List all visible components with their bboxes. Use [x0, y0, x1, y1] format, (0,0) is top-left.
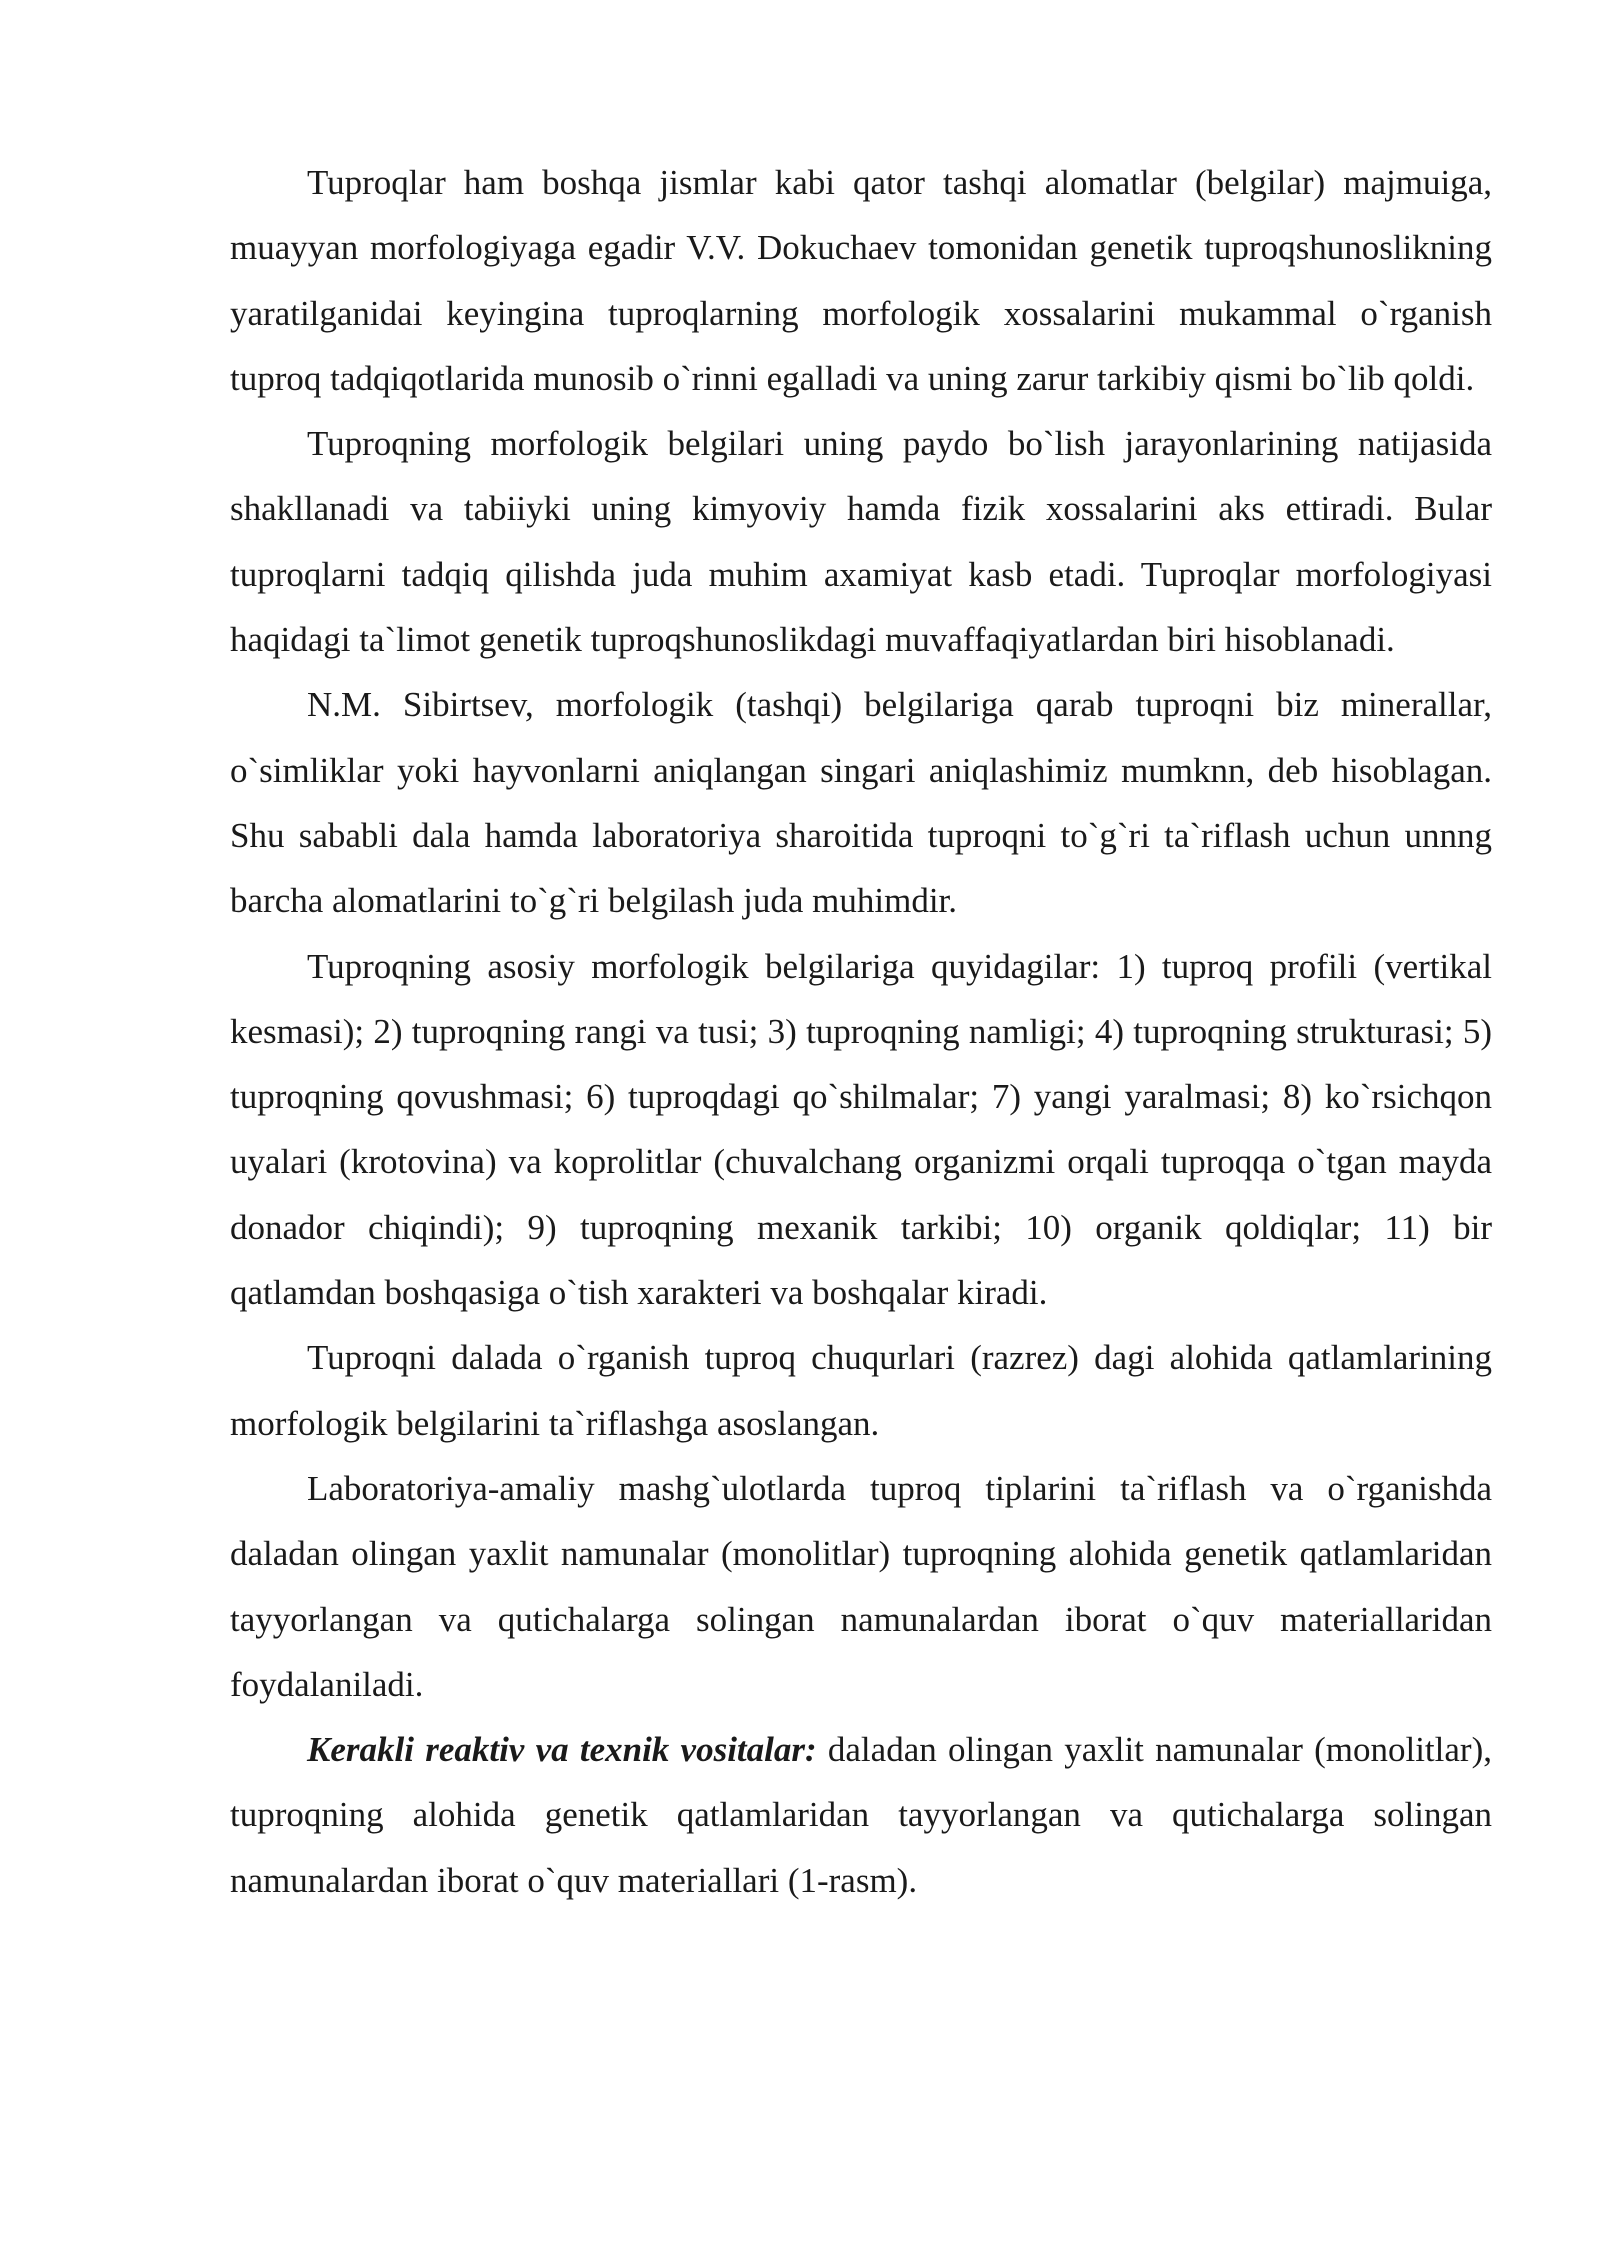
paragraph-morphology-intro: Tuproqlar ham boshqa jismlar kabi qator tashqi alomatlar (belgilar) majmuiga, muayyan morfologiyaga egadir V.V. Dokuchaev tomonidan genetik tuproqshunoslikning yaratilganidai keyingina tuproqlarning morfologik xossalarini mukammal o`rganish tuproq tadqiqotlarida munosib o`rinni egalladi va uning zarur tarkibiy qismi bo`lib qoldi.	[230, 163, 1492, 398]
paragraph-required-materials	[230, 1717, 1492, 1913]
materials-text: daladan olingan yaxlit namunalar (monolitlar), tuproqning alohida genetik qatlamlaridan tayyorlangan va qutichalarga solingan namunalardan iborat o`quv materiallari (1-rasm).	[230, 1730, 1492, 1900]
paragraph-lab-practice: Laboratoriya-amaliy mashg`ulotlarda tuproq tiplarini ta`riflash va o`rganishda daladan olingan yaxlit namunalar (monolitlar) tuproqning alohida genetik qatlamlaridan tayyorlangan va qutichalarga solingan namunalardan iborat o`quv materiallaridan foydalaniladi.	[230, 1468, 1492, 1704]
document-page	[230, 150, 1492, 1913]
paragraph-sibirtsev: N.M. Sibirtsev, morfologik (tashqi) belgilariga qarab tuproqni biz minerallar, o`simliklar yoki hayvonlarni aniqlangan singari aniqlashimiz mumknn, deb hisoblagan. Shu sababli dala hamda laboratoriya sharoitida tuproqni to`g`ri ta`riflash uchun unnng barcha alomatlarini to`g`ri belgilash juda muhimdir.	[230, 685, 1492, 921]
paragraph-field-study: Tuproqni dalada o`rganish tuproq chuqurlari (razrez) dagi alohida qatlamlarining morfologik belgilarini ta`riflashga asoslangan.	[230, 1338, 1492, 1443]
materials-heading: Kerakli reaktiv va texnik vositalar:	[307, 1730, 817, 1770]
paragraph-main-features-list: Tuproqning asosiy morfologik belgilariga quyidagilar: 1) tuproq profili (vertikal kesmasi); 2) tuproqning rangi va tusi; 3) tuproqning namligi; 4) tuproqning strukturasi; 5) tuproqning qovushmasi; 6) tuproqdagi qo`shilmalar; 7) yangi yaralmasi; 8) ko`rsichqon uyalari (krotovina) va koprolitlar (chuvalchang organizmi orqali tuproqqa o`tgan mayda donador chiqindi); 9) tuproqning mexanik tarkibi; 10) organik qoldiqlar; 11) bir qatlamdan boshqasiga o`tish xarakteri va boshqalar kiradi.	[230, 946, 1492, 1313]
paragraph-morphological-features: Tuproqning morfologik belgilari uning paydo bo`lish jarayonlarining natijasida shakllanadi va tabiiyki uning kimyoviy hamda fizik xossalarini aks ettiradi. Bular tuproqlarni tadqiq qilishda juda muhim axamiyat kasb etadi. Tuproqlar morfologiyasi haqidagi ta`limot genetik tuproqshunoslikdagi muvaffaqiyatlardan biri hisoblanadi.	[230, 424, 1492, 660]
